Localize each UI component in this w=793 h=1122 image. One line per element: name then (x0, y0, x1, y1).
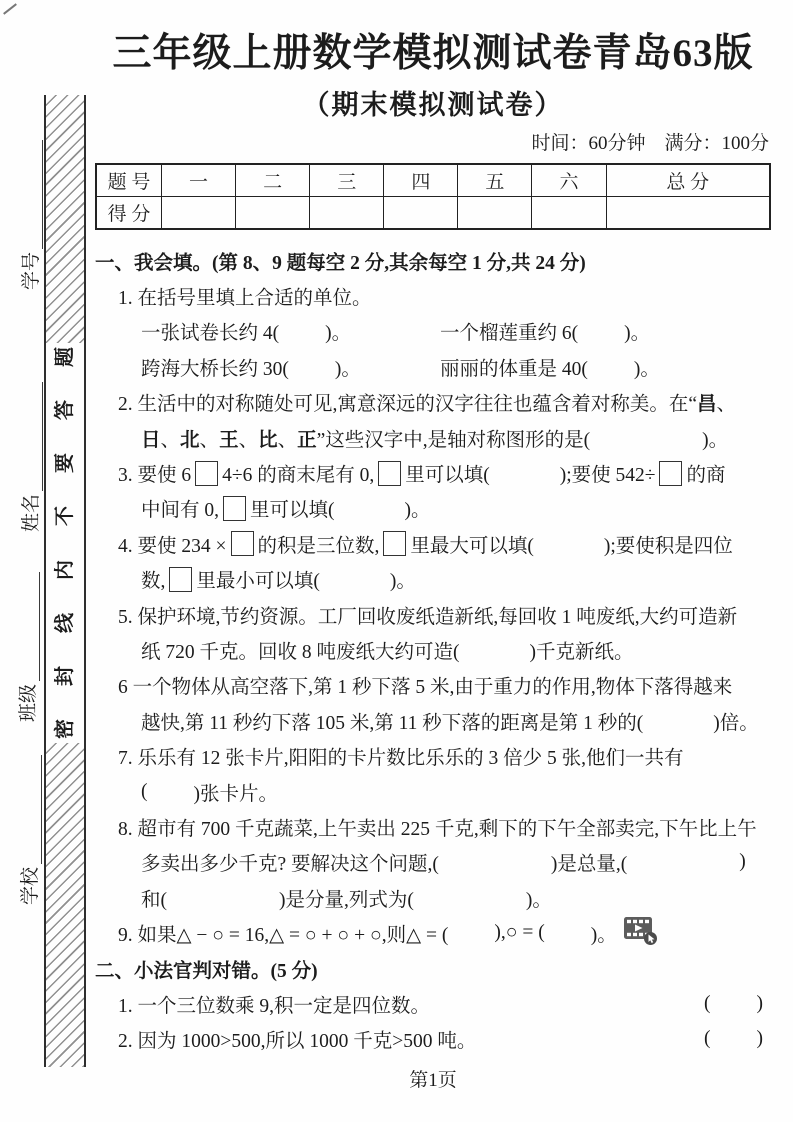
fill-blank (167, 897, 279, 899)
question-line-two-column (95, 349, 771, 384)
field-label: 学校 (20, 866, 41, 905)
seal-margin-sidebar (0, 0, 95, 1122)
field-underline (24, 755, 42, 864)
fill-blank (439, 861, 551, 863)
seal-char: 内 (54, 559, 76, 580)
answer-box (659, 461, 682, 486)
question-line: 日 、 北 、 王 、 比 、 正 ”这些汉字中,是轴对称图形的是( )。 (95, 420, 771, 455)
field-label: 学号 (21, 251, 42, 290)
field-label: 姓名 (21, 493, 42, 532)
left-column: 一张试卷长约 4( )。 (141, 323, 352, 345)
fill-blank (148, 791, 194, 793)
sidebar-field-school (16, 755, 42, 905)
page-number: 第1页 (409, 1069, 457, 1091)
question-line: 和( )是分量,列式为( )。 (141, 889, 552, 911)
paper-content (95, 0, 771, 1092)
question-line: 7. 乐乐有 12 张卡片,阳阳的卡片数比乐乐的 3 倍少 5 张,他们一共有 (118, 748, 684, 770)
field-underline (25, 140, 43, 249)
bold-character: 比 (258, 428, 278, 451)
bold-character: 正 (297, 428, 317, 451)
question-line: 越快,第 11 秒约下落 105 米,第 11 秒下落的距离是第 1 秒的( )倍。 (141, 712, 759, 734)
sidebar-field-class (14, 572, 40, 722)
fill-blank (711, 1007, 757, 1009)
answer-box (383, 531, 406, 556)
score-value-cell (458, 197, 532, 230)
score-table (95, 163, 771, 230)
score-value-cell (310, 197, 384, 230)
fill-blank (289, 373, 335, 375)
answer-box (195, 461, 218, 486)
bold-character: 日 (141, 428, 161, 451)
section-heading: 一、我会填。(第 8、9 题每空 2 分,其余每空 1 分,共 24 分) (95, 252, 586, 274)
field-label: 班级 (18, 683, 39, 722)
score-header-cell: 二 (236, 164, 310, 197)
answer-box (223, 496, 246, 521)
score-value-cell (384, 197, 458, 230)
sidebar-field-student-number (17, 140, 43, 290)
question-line: 纸 720 千克。回收 8 吨废纸大约可造( )千克新纸。 (141, 641, 634, 663)
fill-blank (590, 437, 702, 439)
score-table-header-row (96, 164, 770, 197)
fill-blank (545, 932, 591, 934)
question-line: 数, 里最小可以填( )。 (95, 562, 771, 597)
field-underline (25, 382, 43, 491)
fill-blank (320, 578, 390, 580)
answer-box (378, 461, 401, 486)
question-line: 多卖出多少千克? 要解决这个问题,( )是总量,( ) (141, 851, 746, 876)
judge-text: 2. 因为 1000>500,所以 1000 千克>500 吨。 (118, 1031, 477, 1053)
question-line: ( )张卡片。 (141, 780, 278, 805)
question-line: 中间有 0, 里可以填( )。 (95, 491, 771, 526)
fill-blank (711, 1042, 757, 1044)
fill-blank (534, 543, 604, 545)
fill-blank (578, 337, 624, 339)
question-line: 4. 要使 234 × 的积是三位数, 里最大可以填( );要使积是四位 (95, 526, 771, 561)
seal-char: 线 (54, 612, 76, 633)
score-row-label: 得 分 (96, 197, 162, 230)
right-column: 丽丽的体重是 40( )。 (440, 358, 660, 380)
judge-text: 1. 一个三位数乘 9,积一定是四位数。 (118, 995, 431, 1017)
score-header-cell: 题 号 (96, 164, 162, 197)
score-header-cell: 五 (458, 164, 532, 197)
score-header-cell: 四 (384, 164, 458, 197)
judge-answer-parens: ( ) (704, 992, 763, 1014)
bold-character: 王 (219, 428, 239, 451)
seal-char: 要 (54, 453, 76, 474)
score-header-cell: 一 (162, 164, 236, 197)
question-lines (95, 243, 771, 1057)
answer-box (169, 567, 192, 592)
score-header-cell: 六 (532, 164, 606, 197)
seal-char: 密 (54, 718, 76, 739)
score-header-cell: 三 (310, 164, 384, 197)
seal-char: 题 (54, 347, 76, 367)
judge-question-line (95, 986, 771, 1021)
judge-question-line (95, 1022, 771, 1057)
fill-blank (460, 649, 530, 651)
seal-line-text (46, 343, 84, 743)
question-line: 5. 保护环境,节约资源。工厂回收废纸造新纸,每回收 1 吨废纸,大约可造新 (118, 606, 738, 628)
hatch-pattern-top (46, 95, 84, 343)
right-column: 一个榴莲重约 6( )。 (440, 323, 651, 345)
question-line: 6 一个物体从高空落下,第 1 秒下落 5 米,由于重力的作用,物体下落得越来 (118, 677, 733, 699)
bold-character: 昌 (697, 393, 717, 416)
score-table-value-row (96, 197, 770, 230)
question-line: 3. 要使 6 4÷6 的商末尾有 0, 里可以填( );要使 542÷ 的商 (95, 455, 771, 490)
judge-answer-parens: ( ) (704, 1028, 763, 1050)
fill-blank (588, 373, 634, 375)
question-line: 1. 在括号里填上合适的单位。 (118, 288, 372, 310)
time-score-meta: 时间：60分钟 满分：100分 (531, 133, 769, 154)
seal-char: 不 (54, 506, 76, 527)
paper-subtitle: （期末模拟测试卷） (302, 90, 564, 120)
score-value-cell (162, 197, 236, 230)
question-line: 9. 如果△ − ○ = 16,△ = ○ + ○ + ○,则△ = ( ),○ = ( )。 (95, 915, 771, 950)
question-line-two-column (95, 314, 771, 349)
fill-blank (490, 472, 560, 474)
fill-blank (448, 932, 494, 934)
fill-blank (414, 897, 526, 899)
question-line: 2. 生活中的对称随处可见,寓意深远的汉字往往也蕴含着对称美。在“ 昌 、 (95, 385, 771, 420)
paper-title: 三年级上册数学模拟测试卷青岛63版 (112, 32, 754, 75)
hatch-pattern-bottom (46, 743, 84, 1067)
fill-blank (335, 507, 405, 509)
fill-blank (643, 720, 713, 722)
fill-blank (279, 337, 325, 339)
score-value-cell (606, 197, 770, 230)
sidebar-field-student-name (17, 382, 43, 532)
score-header-cell: 总 分 (606, 164, 770, 197)
fill-blank (627, 861, 739, 863)
video-play-icon (623, 914, 659, 952)
question-line: 8. 超市有 700 千克蔬菜,上午卖出 225 千克,剩下的下午全部卖完,下午比上午 (118, 818, 757, 840)
section-heading: 二、小法官判对错。(5 分) (95, 960, 318, 982)
bold-character: 北 (180, 428, 200, 451)
score-value-cell (532, 197, 606, 230)
field-underline (22, 572, 40, 681)
seal-char: 封 (54, 665, 76, 686)
seal-line-band (44, 95, 86, 1067)
left-column: 跨海大桥长约 30( )。 (141, 358, 361, 380)
answer-box (231, 531, 254, 556)
score-value-cell (236, 197, 310, 230)
seal-char: 答 (54, 400, 76, 421)
